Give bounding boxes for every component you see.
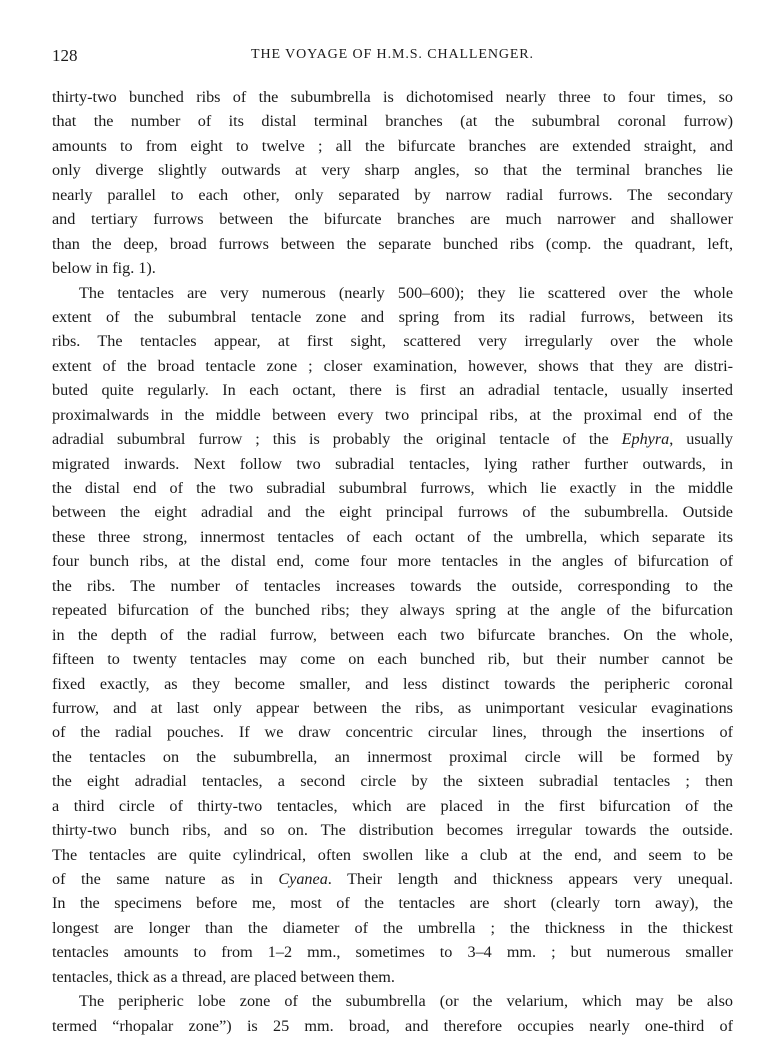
text-line: the distal end of the two subradial subumbral furrows, which lie exactly in the middle — [52, 479, 733, 497]
text-line: four bunch ribs, at the distal end, come four more tentacles in the angles of bifurcation of — [52, 552, 733, 571]
text-line: that the number of its distal terminal branches (at the subumbral coronal furrow) — [52, 112, 733, 131]
text-line: the tentacles on the subumbrella, an innermost proximal circle will be formed by — [52, 747, 733, 766]
text-line: longest are longer than the diameter of the umbrella ; the thickness in the thickest — [52, 918, 733, 937]
text-line: the eight adradial tentacles, a second circle by the sixteen subradial tentacles ; then — [52, 772, 733, 791]
text-line: In the specimens before me, most of the tentacles are short (clearly torn away), the — [52, 894, 733, 913]
text-line: extent of the subumbral tentacle zone and spring from its radial furrows, between its — [52, 307, 733, 326]
paragraph — [52, 85, 733, 281]
text-line: of the same nature as in Cyanea. Their length and thickness appears very unequal. — [52, 870, 734, 888]
text-line: extent of the broad tentacle zone ; closer examination, however, shows that they are distri- — [52, 356, 733, 375]
paragraph — [52, 989, 733, 1038]
text-line: adradial subumbral furrow ; this is probably the original tentacle of the Ephyra, usually — [52, 430, 734, 449]
italic-taxon-name: Cyanea — [278, 870, 328, 888]
text-line: a third circle of thirty-two tentacles, which are placed in the first bifurcation of the — [52, 796, 733, 815]
text-line: than the deep, broad furrows between the separate bunched ribs (comp. the quadrant, left, — [52, 234, 733, 253]
text-line: these three strong, innermost tentacles of each octant of the umbrella, which separate its — [52, 527, 733, 546]
text-line: tentacles amounts to from 1–2 mm., sometimes to 3–4 mm. ; but numerous smaller — [52, 943, 733, 962]
text-line: amounts to from eight to twelve ; all the bifurcate branches are extended straight, and — [52, 136, 733, 155]
text-line: thirty-two bunch ribs, and so on. The distribution becomes irregular towards the outside. — [52, 821, 733, 840]
text-line: the ribs. The number of tentacles increases towards the outside, corresponding to the — [52, 576, 733, 595]
text-line: and tertiary furrows between the bifurcate branches are much narrower and shallower — [52, 210, 733, 229]
body-text — [52, 85, 733, 1038]
text-line: only diverge slightly outwards at very sharp angles, so that the terminal branches lie — [52, 161, 733, 180]
text-line: in the depth of the radial furrow, between each two bifurcate branches. On the whole, — [52, 625, 733, 644]
text-line: fifteen to twenty tentacles may come on each bunched rib, but their number cannot be — [52, 650, 733, 669]
italic-taxon-name: Ephyra — [621, 430, 670, 449]
text-line: repeated bifurcation of the bunched ribs; they always spring at the angle of the bifurcation — [52, 601, 733, 620]
text-line: furrow, and at last only appear between the ribs, as unimportant vesicular evaginations — [52, 698, 733, 717]
page-number: 128 — [52, 46, 78, 65]
text-line: of the radial pouches. If we draw concentric circular lines, through the insertions of — [52, 723, 733, 742]
text-line: The tentacles are quite cylindrical, often swollen like a club at the end, and seem to be — [52, 845, 733, 864]
text-line: nearly parallel to each other, only separated by narrow radial furrows. The secondary — [52, 185, 733, 204]
running-title: THE VOYAGE OF H.M.S. CHALLENGER. — [251, 47, 534, 62]
text-line: between the eight adradial and the eight principal furrows of the subumbrella. Outside — [52, 503, 733, 522]
text-line: termed “rhopalar zone”) is 25 mm. broad, and therefore occupies nearly one-third of — [52, 1016, 733, 1035]
text-line: The tentacles are very numerous (nearly 500–600); they lie scattered over the whole — [79, 283, 733, 302]
text-line: migrated inwards. Next follow two subradial tentacles, lying rather further outwards, in — [52, 454, 733, 473]
text-line: The peripheric lobe zone of the subumbrella (or the velarium, which may be also — [79, 992, 733, 1011]
text-line: proximalwards in the middle between every two principal ribs, at the proximal end of the — [52, 405, 733, 424]
text-line: buted quite regularly. In each octant, there is first an adradial tentacle, usually inserted — [52, 381, 733, 400]
text-line: ribs. The tentacles appear, at first sight, scattered very irregularly over the whole — [52, 332, 733, 351]
running-head — [52, 46, 733, 70]
text-line: fixed exactly, as they become smaller, and less distinct towards the peripheric coronal — [52, 674, 733, 693]
text-line: tentacles, thick as a thread, are placed between them. — [52, 967, 395, 986]
paragraph — [52, 281, 733, 990]
text-line: thirty-two bunched ribs of the subumbrella is dichotomised nearly three to four times, so — [52, 88, 733, 106]
text-line: below in fig. 1). — [52, 259, 156, 278]
